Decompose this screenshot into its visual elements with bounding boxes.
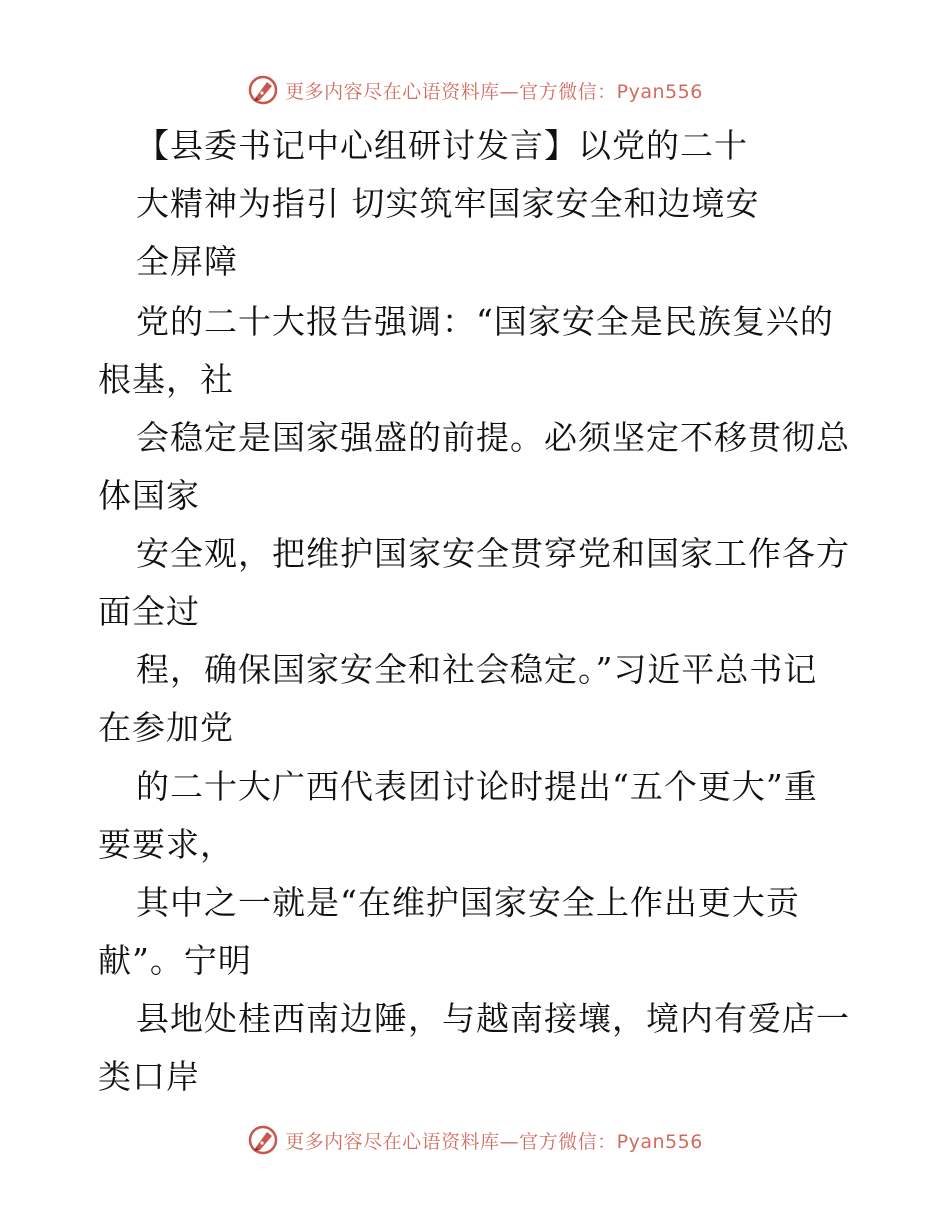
- body-line: 会稳定是国家强盛的前提。必须坚定不移贯彻总: [136, 418, 850, 457]
- body-line: 体国家: [98, 476, 200, 515]
- header-banner-text: 更多内容尽在心语资料库—官方微信：Pyan556: [285, 80, 703, 103]
- title-line-2: 大精神为指引 切实筑牢国家安全和边境安: [136, 184, 760, 223]
- body-line: 安全观，把维护国家安全贯穿党和国家工作各方: [136, 534, 850, 573]
- pen-nib-logo-icon: [247, 74, 279, 106]
- pen-nib-logo-icon: [247, 1124, 279, 1156]
- body-line: 党的二十大报告强调：“国家安全是民族复兴的: [136, 302, 834, 341]
- body-line: 程，确保国家安全和社会稳定。”习近平总书记: [136, 650, 818, 689]
- header-banner: [0, 70, 950, 110]
- body-line: 县地处桂西南边陲，与越南接壤，境内有爱店一: [136, 999, 850, 1038]
- body-line: 面全过: [98, 592, 200, 631]
- body-line: 献”。宁明: [98, 941, 252, 980]
- body-line: 要要求，: [98, 825, 234, 864]
- body-line: 类口岸: [98, 1057, 200, 1096]
- title-line-1: 【县委书记中心组研讨发言】以党的二十: [136, 126, 748, 165]
- body-line: 其中之一就是“在维护国家安全上作出更大贡: [136, 883, 800, 922]
- title-line-3: 全屏障: [136, 242, 238, 281]
- body-line: 的二十大广西代表团讨论时提出“五个更大”重: [136, 767, 818, 806]
- body-line: 在参加党: [98, 708, 234, 747]
- body-line: 根基，社: [98, 360, 234, 399]
- footer-banner: [0, 1120, 950, 1160]
- footer-banner-text: 更多内容尽在心语资料库—官方微信：Pyan556: [285, 1130, 703, 1153]
